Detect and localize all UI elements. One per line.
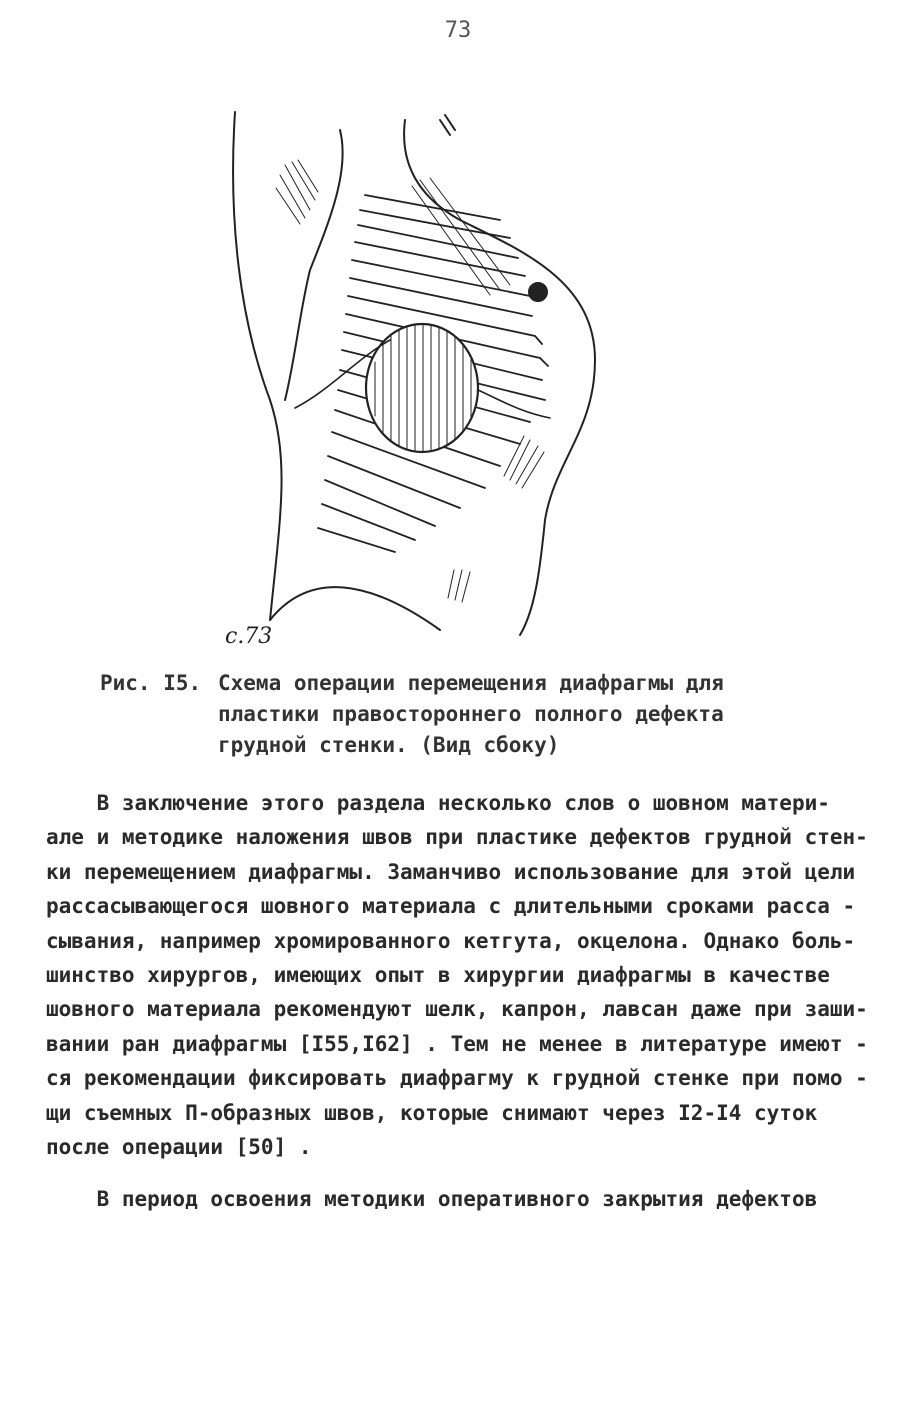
text-line: В заключение этого раздела несколько слов о шовном матери-: [46, 791, 830, 815]
figure-mark: c.73: [225, 624, 273, 649]
body-text: [46, 786, 876, 1217]
caption-line-3: грудной стенки. (Вид сбоку): [218, 733, 560, 757]
back-line: [285, 130, 343, 400]
shading-axilla: [276, 160, 318, 224]
chest-wall-drawing: [200, 100, 620, 660]
text-line: рассасывающегося шовного материала с длительными сроками расса -: [46, 894, 856, 919]
nipple-mark: [529, 283, 547, 301]
text-line: ки перемещением диафрагмы. Заманчиво использование для этой цели: [46, 859, 856, 884]
suture-line-right: [478, 390, 550, 418]
figure-caption: [100, 668, 724, 761]
paragraph-gap: [46, 1164, 876, 1182]
caption-label: Рис. I5.: [100, 671, 202, 695]
text-line: ся рекомендации фиксировать диафрагму к грудной стенке при помо -: [46, 1066, 868, 1091]
caption-line-1: Рис. I5. Схема операции перемещения диафрагмы для: [100, 668, 724, 699]
lower-contour: [270, 587, 440, 630]
torso-left-outline: [233, 112, 281, 620]
caption-line-2: пластики правостороннего полного дефекта: [218, 702, 724, 726]
shading-lower: [448, 436, 544, 602]
text-line: вании ран диафрагмы [I55,I62] . Тем не менее в литературе имеют -: [46, 1031, 868, 1056]
text-line: сывания, например хромированного кетгута, окцелона. Однако боль-: [46, 928, 856, 953]
page-number: 73: [444, 18, 472, 43]
surgical-illustration: [200, 100, 620, 660]
text-line: шинство хирургов, имеющих опыт в хирургии диафрагмы в качестве: [46, 962, 830, 987]
text-line: але и методике наложения швов при пластике дефектов грудной стен-: [46, 825, 868, 850]
text-line: щи съемных П-образных швов, которые снимают через I2-I4 суток: [46, 1100, 818, 1125]
text-line: после операции [50] .: [46, 1134, 312, 1159]
arm-stroke: [440, 115, 455, 135]
text-line: шовного материала рекомендуют шелк, капрон, лавсан даже при заши-: [46, 997, 868, 1022]
text-line: В период освоения методики оперативного закрытия дефектов: [46, 1187, 818, 1212]
